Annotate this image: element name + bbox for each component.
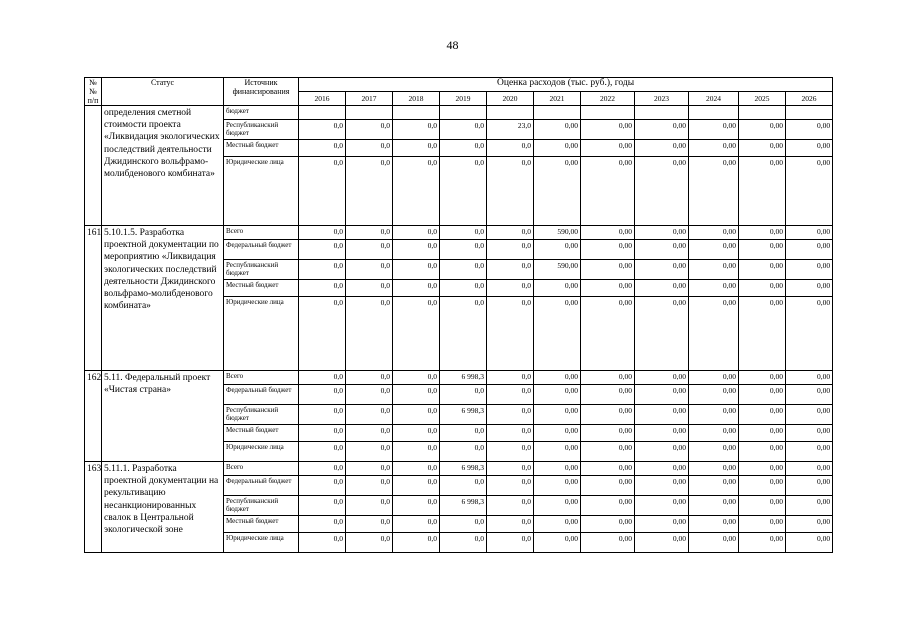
expense-value: 0,00 bbox=[689, 442, 739, 462]
header-year: 2022 bbox=[581, 92, 635, 106]
expense-value: 0,0 bbox=[440, 120, 487, 140]
expense-value: 0,0 bbox=[299, 533, 346, 553]
expense-value: 0,0 bbox=[487, 226, 534, 240]
header-year: 2024 bbox=[689, 92, 739, 106]
status-text: 5.10.1.5. Разработка проектной документации по мероприятию «Ликвидация экологических последствий деятельности Джидинского вольфрамо-молибденового комбината» bbox=[102, 226, 224, 371]
expense-value: 0,0 bbox=[393, 516, 440, 533]
expense-value: 0,00 bbox=[534, 516, 581, 533]
expense-value: 0,0 bbox=[487, 297, 534, 371]
expense-value: 0,0 bbox=[299, 280, 346, 297]
funding-source: Всего bbox=[224, 371, 299, 385]
expense-value: 0,00 bbox=[581, 120, 635, 140]
funding-source: бюджет bbox=[224, 106, 299, 120]
expense-value: 0,0 bbox=[440, 516, 487, 533]
row-number: 162 bbox=[85, 371, 102, 462]
funding-source: Местный бюджет bbox=[224, 516, 299, 533]
expense-value: 0,0 bbox=[346, 476, 393, 496]
expense-value: 0,00 bbox=[689, 516, 739, 533]
expense-value: 0,00 bbox=[534, 240, 581, 260]
expense-value: 0,0 bbox=[299, 425, 346, 442]
expense-value: 0,00 bbox=[786, 442, 833, 462]
expense-value: 0,0 bbox=[393, 533, 440, 553]
expense-value: 0,00 bbox=[689, 462, 739, 476]
expense-value: 0,0 bbox=[440, 157, 487, 226]
header-year: 2016 bbox=[299, 92, 346, 106]
expense-value: 0,00 bbox=[581, 425, 635, 442]
expense-value: 0,00 bbox=[689, 371, 739, 385]
expense-value: 0,0 bbox=[299, 157, 346, 226]
expense-value: 0,00 bbox=[635, 371, 689, 385]
expense-value: 0,0 bbox=[393, 462, 440, 476]
header-year: 2023 bbox=[635, 92, 689, 106]
status-text: определения сметной стоимости проекта «Ликвидация экологических последствий деятельности Джидинского вольфрамо-молибденового комбината» bbox=[102, 106, 224, 226]
expense-value: 6 998,3 bbox=[440, 462, 487, 476]
expense-value: 0,00 bbox=[534, 425, 581, 442]
expense-value: 0,0 bbox=[346, 240, 393, 260]
expense-value bbox=[487, 106, 534, 120]
header-year: 2018 bbox=[393, 92, 440, 106]
expense-value: 0,0 bbox=[487, 405, 534, 425]
expense-value: 0,0 bbox=[487, 533, 534, 553]
expense-value: 0,00 bbox=[581, 462, 635, 476]
expense-value: 0,00 bbox=[689, 120, 739, 140]
expense-value: 0,00 bbox=[635, 297, 689, 371]
expense-value: 0,00 bbox=[739, 240, 786, 260]
expense-value bbox=[346, 106, 393, 120]
header-year: 2026 bbox=[786, 92, 833, 106]
funding-source: Местный бюджет bbox=[224, 280, 299, 297]
expense-value: 0,00 bbox=[635, 442, 689, 462]
expense-value: 0,00 bbox=[635, 280, 689, 297]
expense-value: 0,0 bbox=[299, 462, 346, 476]
row-number: 163 bbox=[85, 462, 102, 553]
expense-value: 0,00 bbox=[581, 240, 635, 260]
expense-value: 0,0 bbox=[487, 476, 534, 496]
header-status: Статус bbox=[102, 78, 224, 106]
expense-value: 0,0 bbox=[440, 533, 487, 553]
expense-value: 0,00 bbox=[581, 533, 635, 553]
expense-value: 0,0 bbox=[299, 442, 346, 462]
expense-value: 0,00 bbox=[786, 516, 833, 533]
expense-value: 0,0 bbox=[440, 260, 487, 280]
table-row bbox=[85, 462, 833, 476]
expense-value: 0,00 bbox=[581, 140, 635, 157]
expense-value: 590,00 bbox=[534, 260, 581, 280]
expense-value: 0,0 bbox=[346, 371, 393, 385]
expense-value: 0,00 bbox=[689, 496, 739, 516]
expense-value: 0,00 bbox=[635, 476, 689, 496]
expense-value: 0,00 bbox=[739, 297, 786, 371]
expense-value: 0,0 bbox=[299, 260, 346, 280]
header-row-top bbox=[85, 78, 833, 92]
expense-value bbox=[635, 106, 689, 120]
expense-value: 0,00 bbox=[739, 157, 786, 226]
expense-value: 0,00 bbox=[635, 240, 689, 260]
expense-value: 0,00 bbox=[739, 371, 786, 385]
expense-value: 0,0 bbox=[393, 226, 440, 240]
expense-value: 0,00 bbox=[581, 280, 635, 297]
expense-value: 0,0 bbox=[299, 120, 346, 140]
expense-value: 0,0 bbox=[487, 425, 534, 442]
expense-value: 0,0 bbox=[346, 533, 393, 553]
expense-value bbox=[739, 106, 786, 120]
expense-value: 0,00 bbox=[635, 496, 689, 516]
expense-value: 0,0 bbox=[487, 442, 534, 462]
budget-table bbox=[84, 77, 833, 553]
expense-value: 0,0 bbox=[299, 496, 346, 516]
expense-value: 0,0 bbox=[346, 442, 393, 462]
expense-value: 0,0 bbox=[440, 476, 487, 496]
expense-value: 0,0 bbox=[487, 385, 534, 405]
expense-value: 0,00 bbox=[635, 405, 689, 425]
funding-source: Федеральный бюджет bbox=[224, 385, 299, 405]
expense-value: 0,00 bbox=[786, 226, 833, 240]
expense-value: 0,0 bbox=[440, 226, 487, 240]
expense-value: 0,00 bbox=[534, 442, 581, 462]
expense-value: 0,00 bbox=[689, 425, 739, 442]
expense-value bbox=[440, 106, 487, 120]
expense-value: 0,00 bbox=[739, 385, 786, 405]
expense-value: 0,00 bbox=[786, 533, 833, 553]
header-year: 2017 bbox=[346, 92, 393, 106]
expense-value: 0,00 bbox=[635, 260, 689, 280]
expense-value: 0,00 bbox=[689, 385, 739, 405]
funding-source: Юридические лица bbox=[224, 297, 299, 371]
expense-value: 0,00 bbox=[689, 476, 739, 496]
expense-value: 0,0 bbox=[393, 120, 440, 140]
expense-value: 0,0 bbox=[487, 462, 534, 476]
expense-value: 0,00 bbox=[635, 533, 689, 553]
expense-value: 0,0 bbox=[487, 516, 534, 533]
expense-value: 0,00 bbox=[581, 260, 635, 280]
expense-value: 0,0 bbox=[393, 476, 440, 496]
expense-value: 0,0 bbox=[299, 226, 346, 240]
expense-value: 0,0 bbox=[393, 385, 440, 405]
header-year: 2020 bbox=[487, 92, 534, 106]
expense-value: 0,00 bbox=[689, 405, 739, 425]
expense-value: 0,0 bbox=[487, 496, 534, 516]
expense-value: 0,00 bbox=[635, 516, 689, 533]
expense-value: 0,0 bbox=[346, 120, 393, 140]
expense-value bbox=[581, 106, 635, 120]
header-estimate: Оценка расходов (тыс. руб.), годы bbox=[299, 78, 833, 92]
expense-value: 0,00 bbox=[534, 297, 581, 371]
expense-value: 0,00 bbox=[689, 280, 739, 297]
funding-source: Федеральный бюджет bbox=[224, 476, 299, 496]
expense-value: 0,00 bbox=[739, 226, 786, 240]
expense-value: 0,00 bbox=[739, 280, 786, 297]
expense-value: 0,00 bbox=[739, 476, 786, 496]
expense-value: 0,0 bbox=[487, 280, 534, 297]
header-year: 2021 bbox=[534, 92, 581, 106]
expense-value: 0,00 bbox=[786, 157, 833, 226]
expense-value: 0,00 bbox=[581, 476, 635, 496]
expense-value: 0,00 bbox=[786, 496, 833, 516]
expense-value: 0,00 bbox=[786, 120, 833, 140]
expense-value: 0,00 bbox=[739, 462, 786, 476]
expense-value: 0,00 bbox=[786, 425, 833, 442]
expense-value: 0,00 bbox=[534, 280, 581, 297]
expense-value: 0,00 bbox=[581, 405, 635, 425]
expense-value: 0,00 bbox=[786, 462, 833, 476]
expense-value: 0,0 bbox=[393, 405, 440, 425]
expense-value: 0,0 bbox=[487, 140, 534, 157]
expense-value: 0,0 bbox=[346, 405, 393, 425]
expense-value: 0,00 bbox=[786, 371, 833, 385]
expense-value: 0,00 bbox=[534, 476, 581, 496]
expense-value: 0,00 bbox=[534, 140, 581, 157]
funding-source: Республиканский бюджет bbox=[224, 120, 299, 140]
expense-value: 0,00 bbox=[786, 297, 833, 371]
expense-value: 0,0 bbox=[299, 297, 346, 371]
status-text: 5.11. Федеральный проект «Чистая страна» bbox=[102, 371, 224, 462]
expense-value: 0,00 bbox=[786, 140, 833, 157]
expense-value bbox=[689, 106, 739, 120]
expense-value: 0,00 bbox=[739, 425, 786, 442]
expense-value: 0,00 bbox=[534, 385, 581, 405]
funding-source: Юридические лица bbox=[224, 157, 299, 226]
expense-value: 0,0 bbox=[393, 425, 440, 442]
header-year: 2025 bbox=[739, 92, 786, 106]
expense-value: 0,0 bbox=[487, 260, 534, 280]
expense-value: 0,00 bbox=[739, 260, 786, 280]
table-row bbox=[85, 106, 833, 120]
expense-value: 0,00 bbox=[534, 462, 581, 476]
expense-value: 0,00 bbox=[689, 140, 739, 157]
expense-value: 0,0 bbox=[440, 280, 487, 297]
expense-value: 0,0 bbox=[487, 371, 534, 385]
expense-value: 0,0 bbox=[346, 280, 393, 297]
expense-value: 0,00 bbox=[534, 371, 581, 385]
expense-value: 0,0 bbox=[346, 297, 393, 371]
expense-value: 0,0 bbox=[346, 425, 393, 442]
expense-value: 0,00 bbox=[534, 157, 581, 226]
expense-value: 0,0 bbox=[346, 496, 393, 516]
expense-value bbox=[393, 106, 440, 120]
funding-source: Федеральный бюджет bbox=[224, 240, 299, 260]
expense-value: 0,0 bbox=[393, 297, 440, 371]
funding-source: Всего bbox=[224, 226, 299, 240]
expense-value: 0,00 bbox=[534, 496, 581, 516]
row-number: 161 bbox=[85, 226, 102, 371]
expense-value: 0,00 bbox=[635, 157, 689, 226]
table-row bbox=[85, 226, 833, 240]
funding-source: Республиканский бюджет bbox=[224, 405, 299, 425]
expense-value: 0,00 bbox=[739, 442, 786, 462]
expense-value: 0,00 bbox=[689, 533, 739, 553]
expense-value: 590,00 bbox=[534, 226, 581, 240]
expense-value: 0,00 bbox=[581, 371, 635, 385]
expense-value: 0,0 bbox=[440, 297, 487, 371]
expense-value: 0,00 bbox=[739, 120, 786, 140]
expense-value: 0,00 bbox=[739, 516, 786, 533]
expense-value: 0,0 bbox=[299, 385, 346, 405]
expense-value: 0,0 bbox=[440, 385, 487, 405]
expense-value: 0,00 bbox=[689, 297, 739, 371]
expense-value: 0,00 bbox=[739, 140, 786, 157]
expense-value: 6 998,3 bbox=[440, 371, 487, 385]
expense-value: 0,00 bbox=[689, 157, 739, 226]
expense-value: 0,0 bbox=[440, 240, 487, 260]
expense-value: 0,00 bbox=[786, 405, 833, 425]
expense-value: 0,0 bbox=[393, 240, 440, 260]
expense-value: 0,0 bbox=[393, 371, 440, 385]
expense-value: 0,0 bbox=[393, 496, 440, 516]
expense-value: 0,00 bbox=[635, 120, 689, 140]
expense-value: 0,0 bbox=[393, 280, 440, 297]
header-source: Источник финансирования bbox=[224, 78, 299, 106]
expense-value: 0,00 bbox=[739, 533, 786, 553]
expense-value: 0,0 bbox=[393, 260, 440, 280]
funding-source: Юридические лица bbox=[224, 442, 299, 462]
expense-value: 0,0 bbox=[346, 260, 393, 280]
expense-value: 0,0 bbox=[346, 226, 393, 240]
expense-value: 0,0 bbox=[346, 157, 393, 226]
expense-value: 0,00 bbox=[534, 405, 581, 425]
expense-value: 0,0 bbox=[346, 385, 393, 405]
expense-value: 0,0 bbox=[440, 140, 487, 157]
expense-value: 0,0 bbox=[346, 140, 393, 157]
expense-value: 6 998,3 bbox=[440, 405, 487, 425]
expense-value: 23,0 bbox=[487, 120, 534, 140]
expense-value: 0,0 bbox=[487, 240, 534, 260]
expense-value: 0,00 bbox=[581, 496, 635, 516]
expense-value: 0,0 bbox=[299, 516, 346, 533]
expense-value: 0,00 bbox=[581, 226, 635, 240]
expense-value: 0,00 bbox=[635, 140, 689, 157]
expense-value: 0,0 bbox=[299, 240, 346, 260]
expense-value: 0,0 bbox=[440, 425, 487, 442]
header-year: 2019 bbox=[440, 92, 487, 106]
expense-value: 0,00 bbox=[739, 496, 786, 516]
table-row bbox=[85, 371, 833, 385]
expense-value: 0,00 bbox=[534, 120, 581, 140]
expense-value: 0,0 bbox=[393, 140, 440, 157]
expense-value: 0,00 bbox=[786, 240, 833, 260]
expense-value bbox=[299, 106, 346, 120]
status-text: 5.11.1. Разработка проектной документации на рекультивацию несанкционированных свалок в Центральной экологической зоне bbox=[102, 462, 224, 553]
expense-value: 0,0 bbox=[299, 371, 346, 385]
expense-value: 0,0 bbox=[299, 405, 346, 425]
expense-value: 0,0 bbox=[299, 140, 346, 157]
expense-value: 0,0 bbox=[346, 462, 393, 476]
expense-value: 0,00 bbox=[635, 425, 689, 442]
row-number bbox=[85, 106, 102, 226]
expense-value: 0,00 bbox=[786, 280, 833, 297]
expense-value: 0,00 bbox=[786, 385, 833, 405]
funding-source: Республиканский бюджет bbox=[224, 496, 299, 516]
expense-value: 0,00 bbox=[534, 533, 581, 553]
page-number: 48 bbox=[446, 38, 459, 52]
expense-value: 0,0 bbox=[393, 157, 440, 226]
expense-value: 0,00 bbox=[635, 226, 689, 240]
expense-value: 0,0 bbox=[299, 476, 346, 496]
expense-value: 0,00 bbox=[786, 260, 833, 280]
expense-value: 0,00 bbox=[581, 385, 635, 405]
header-num: № № п/п bbox=[85, 78, 102, 106]
expense-value: 0,00 bbox=[689, 240, 739, 260]
expense-value: 0,00 bbox=[581, 442, 635, 462]
funding-source: Республиканский бюджет bbox=[224, 260, 299, 280]
expense-value: 0,00 bbox=[786, 476, 833, 496]
expense-value: 0,0 bbox=[393, 442, 440, 462]
expense-value: 0,0 bbox=[440, 442, 487, 462]
expense-value: 0,00 bbox=[581, 516, 635, 533]
funding-source: Юридические лица bbox=[224, 533, 299, 553]
expense-value: 0,00 bbox=[581, 157, 635, 226]
expense-value: 0,00 bbox=[739, 405, 786, 425]
expense-value: 0,00 bbox=[689, 260, 739, 280]
expense-value: 0,0 bbox=[487, 157, 534, 226]
expense-value: 0,00 bbox=[581, 297, 635, 371]
expense-value bbox=[534, 106, 581, 120]
expense-value: 0,0 bbox=[346, 516, 393, 533]
funding-source: Всего bbox=[224, 462, 299, 476]
expense-value: 0,00 bbox=[635, 385, 689, 405]
expense-value bbox=[786, 106, 833, 120]
funding-source: Местный бюджет bbox=[224, 140, 299, 157]
expense-value: 0,00 bbox=[635, 462, 689, 476]
expense-value: 6 998,3 bbox=[440, 496, 487, 516]
table-body bbox=[85, 106, 833, 553]
expense-value: 0,00 bbox=[689, 226, 739, 240]
funding-source: Местный бюджет bbox=[224, 425, 299, 442]
